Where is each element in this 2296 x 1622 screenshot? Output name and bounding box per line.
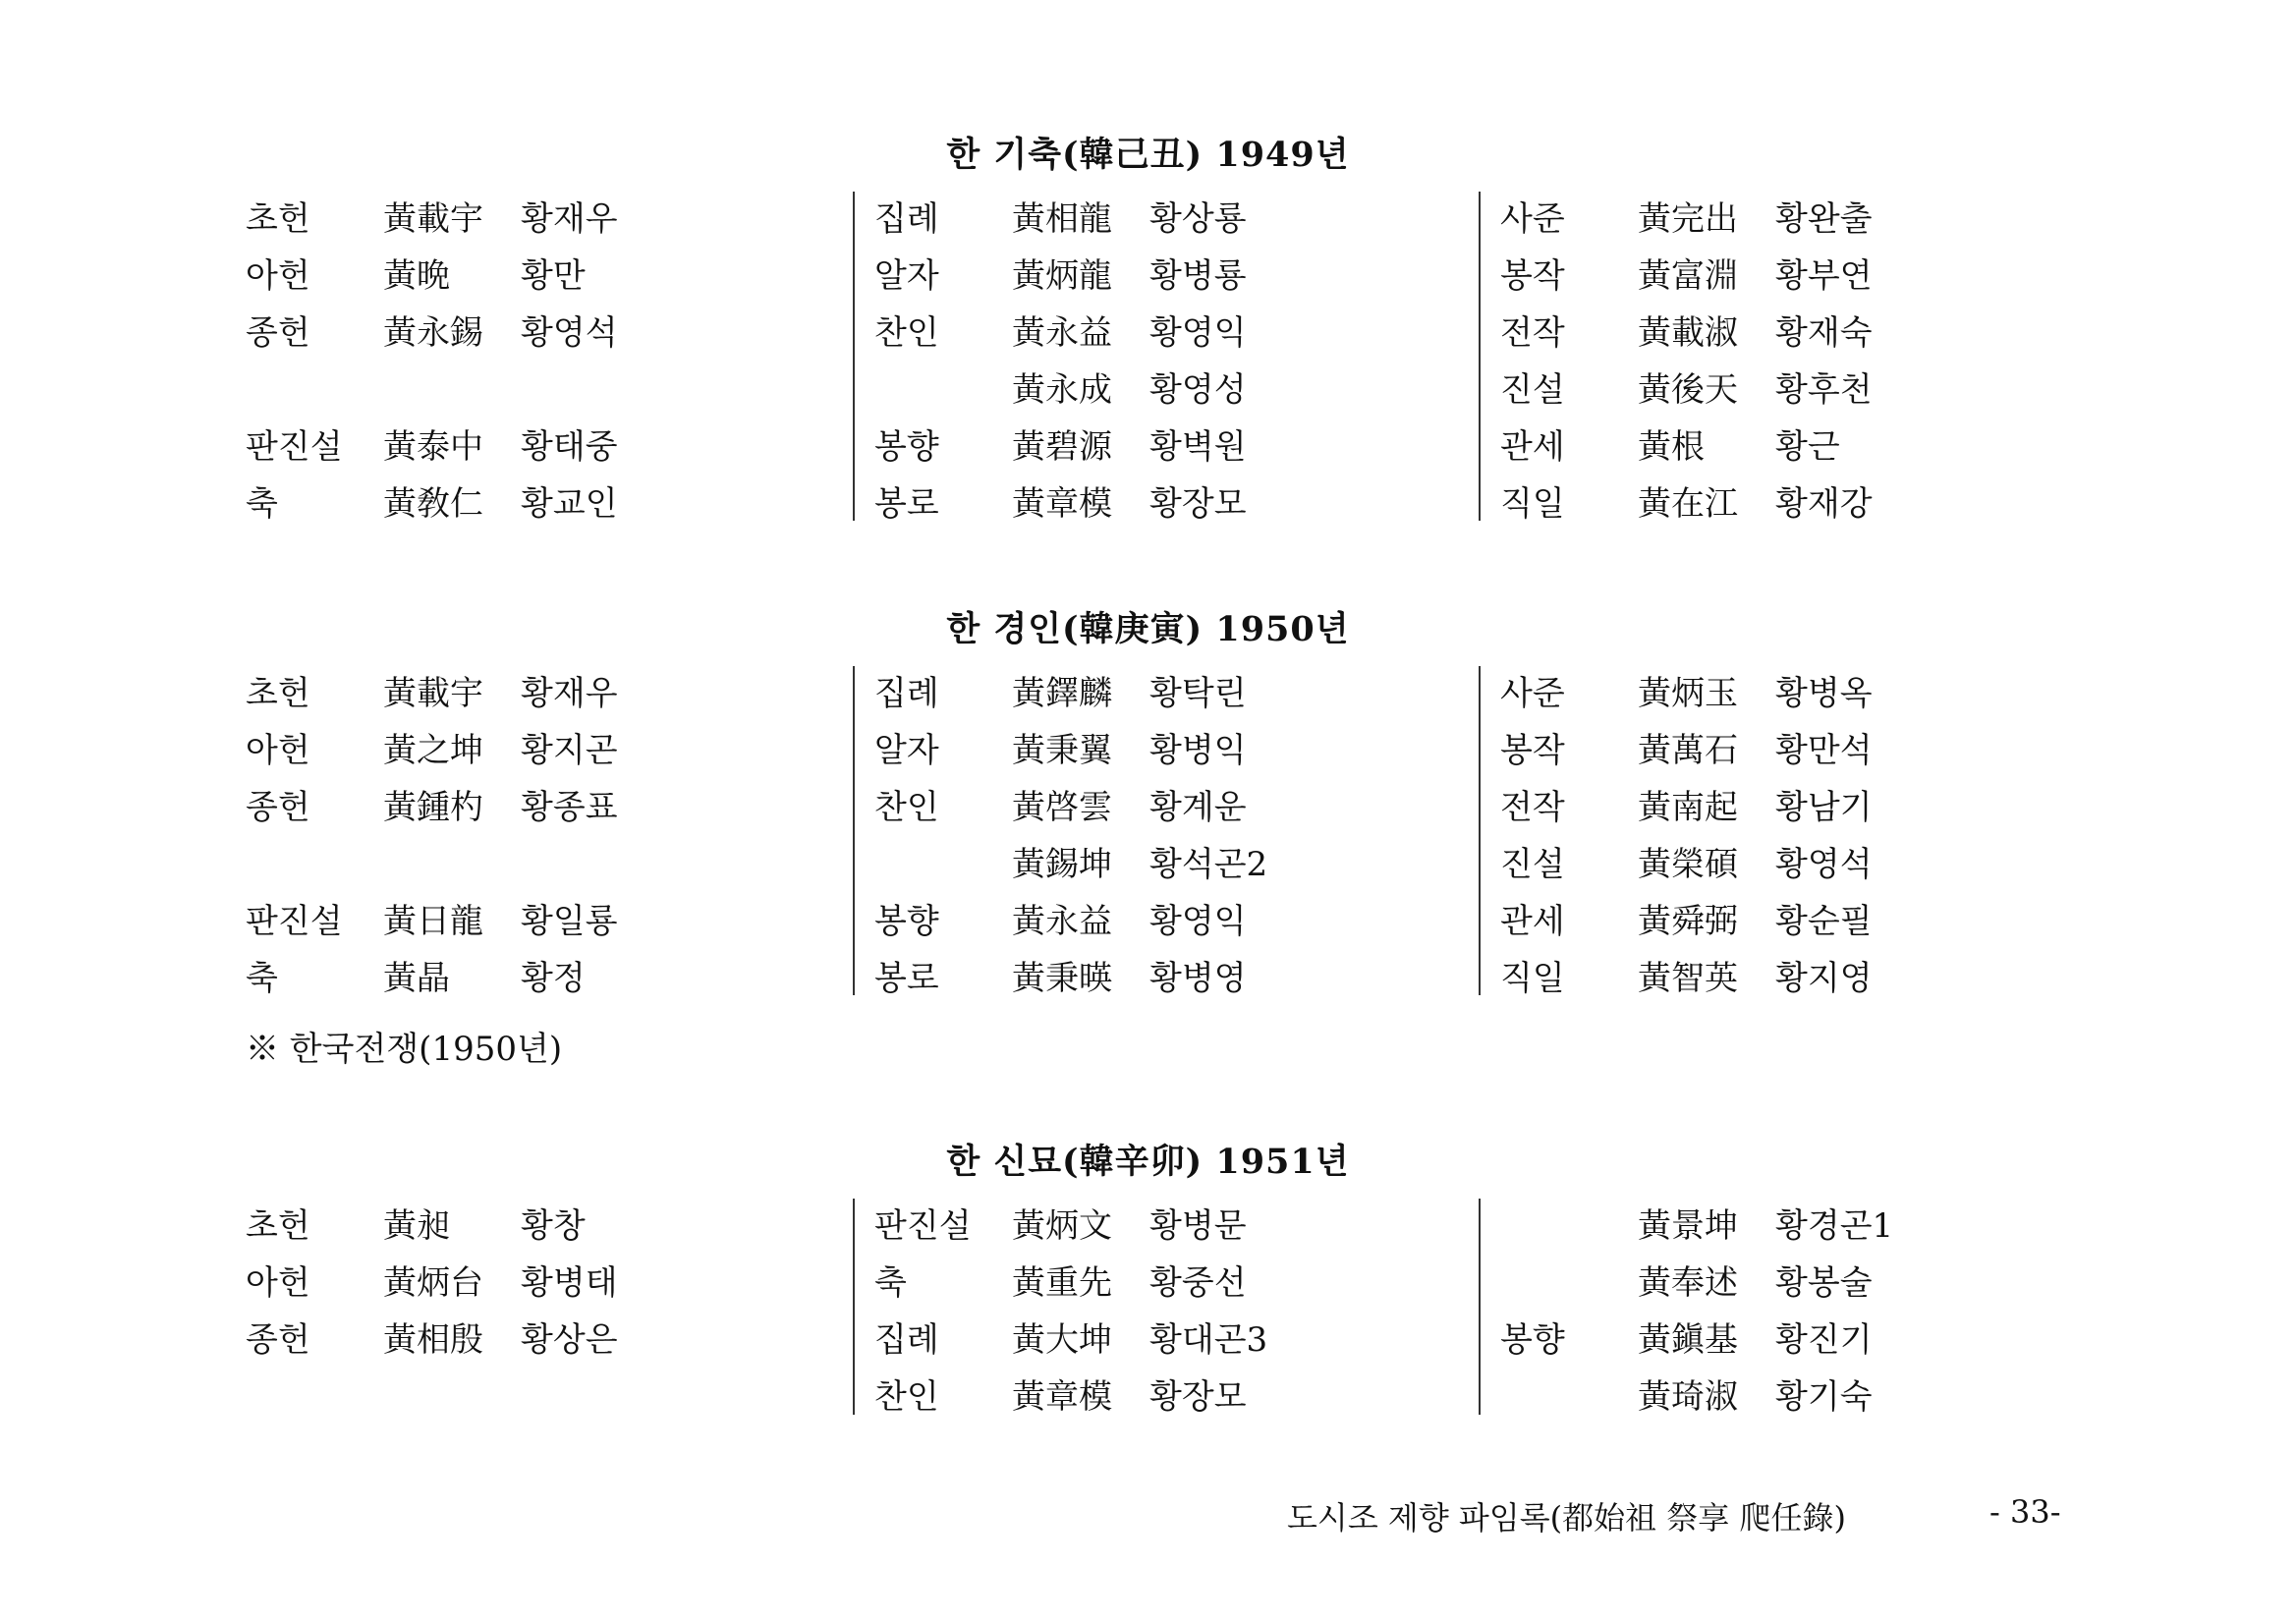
hangul-name: 황봉술 <box>1775 1263 1873 1303</box>
page-number: - 33- <box>1989 1493 2061 1531</box>
hangul-name: 황태중 <box>521 427 618 467</box>
hanja-name: 黃鎭基 <box>1638 1320 1738 1360</box>
hanja-name: 黃後天 <box>1638 370 1738 410</box>
role-label: 판진설 <box>246 902 343 941</box>
hangul-name: 황중선 <box>1149 1263 1247 1303</box>
hangul-name: 황대곤3 <box>1149 1320 1268 1360</box>
hangul-name: 황병태 <box>521 1263 618 1303</box>
hanja-name: 黃泰中 <box>383 427 483 467</box>
hangul-name: 황정 <box>521 959 586 998</box>
role-label: 봉로 <box>874 959 939 998</box>
hangul-name: 황진기 <box>1775 1320 1873 1360</box>
role-label: 봉향 <box>874 902 939 941</box>
hangul-name: 황병옥 <box>1775 674 1873 713</box>
hanja-name: 黃炳台 <box>383 1263 483 1303</box>
hanja-name: 黃萬石 <box>1638 731 1738 770</box>
hanja-name: 黃永益 <box>1012 902 1112 941</box>
hangul-name: 황만석 <box>1775 731 1873 770</box>
column-3 <box>1479 192 1873 524</box>
hangul-name: 황창 <box>521 1206 586 1246</box>
hanja-name: 黃永益 <box>1012 313 1112 353</box>
role-label: 봉작 <box>1500 731 1565 770</box>
role-label: 집례 <box>874 674 939 713</box>
hangul-name: 황영익 <box>1149 313 1247 353</box>
hanja-name: 黃之坤 <box>383 731 483 770</box>
role-label: 초헌 <box>246 199 310 239</box>
role-label: 종헌 <box>246 788 310 827</box>
hangul-name: 황탁린 <box>1149 674 1247 713</box>
hangul-name: 황근 <box>1775 427 1840 467</box>
hanja-name: 黃相龍 <box>1012 199 1112 239</box>
hanja-name: 黃完出 <box>1638 199 1738 239</box>
role-label: 사준 <box>1500 674 1565 713</box>
role-label: 축 <box>246 959 278 998</box>
hanja-name: 黃碧源 <box>1012 427 1112 467</box>
hanja-name: 黃在江 <box>1638 484 1738 524</box>
hanja-name: 黃晩 <box>383 256 450 296</box>
role-label: 관세 <box>1500 902 1565 941</box>
hanja-name: 黃富淵 <box>1638 256 1738 296</box>
hangul-name: 황남기 <box>1775 788 1873 827</box>
role-label: 집례 <box>874 199 939 239</box>
hanja-name: 黃敎仁 <box>383 484 483 524</box>
role-label: 진설 <box>1500 370 1565 410</box>
hangul-name: 황지영 <box>1775 959 1873 998</box>
role-label: 봉향 <box>874 427 939 467</box>
role-label: 사준 <box>1500 199 1565 239</box>
column-2 <box>853 1199 1268 1417</box>
hanja-name: 黃秉暎 <box>1012 959 1112 998</box>
hangul-name: 황재우 <box>521 199 618 239</box>
hanja-name: 黃晶 <box>383 959 450 998</box>
role-label: 전작 <box>1500 313 1565 353</box>
hangul-name: 황재우 <box>521 674 618 713</box>
hangul-name: 황재숙 <box>1775 313 1873 353</box>
hangul-name: 황기숙 <box>1775 1377 1873 1417</box>
hangul-name: 황완출 <box>1775 199 1873 239</box>
hangul-name: 황재강 <box>1775 484 1873 524</box>
hanja-name: 黃大坤 <box>1012 1320 1112 1360</box>
hanja-name: 黃永錫 <box>383 313 483 353</box>
role-label: 축 <box>874 1263 907 1303</box>
column-2 <box>853 192 1247 524</box>
hanja-name: 黃炳玉 <box>1638 674 1738 713</box>
role-label: 알자 <box>874 731 939 770</box>
hangul-name: 황후천 <box>1775 370 1873 410</box>
hangul-name: 황병익 <box>1149 731 1247 770</box>
hangul-name: 황상은 <box>521 1320 618 1360</box>
role-label: 아헌 <box>246 731 310 770</box>
hanja-name: 黃錫坤 <box>1012 845 1112 884</box>
column-3 <box>1479 666 1873 998</box>
hangul-name: 황만 <box>521 256 586 296</box>
hanja-name: 黃炳龍 <box>1012 256 1112 296</box>
hangul-name: 황영석 <box>521 313 618 353</box>
role-label: 직일 <box>1500 959 1565 998</box>
role-label: 초헌 <box>246 1206 310 1246</box>
hanja-name: 黃南起 <box>1638 788 1738 827</box>
hangul-name: 황병룡 <box>1149 256 1247 296</box>
page-footer <box>1287 1493 2061 1538</box>
hanja-name: 黃載宇 <box>383 199 483 239</box>
section-title: 한 경인(韓庚寅) 1950년 <box>946 609 1350 649</box>
role-label: 초헌 <box>246 674 310 713</box>
hangul-name: 황장모 <box>1149 484 1247 524</box>
hangul-name: 황벽원 <box>1149 427 1247 467</box>
footer-title: 도시조 제향 파임록(都始祖 祭享 爬任錄) <box>1287 1499 1846 1537</box>
section-title: 한 신묘(韓辛卯) 1951년 <box>946 1142 1350 1182</box>
hanja-name: 黃舜弼 <box>1638 902 1738 941</box>
hanja-name: 黃秉翼 <box>1012 731 1112 770</box>
hanja-name: 黃昶 <box>383 1206 450 1246</box>
role-label: 아헌 <box>246 256 310 296</box>
role-label: 찬인 <box>874 788 939 827</box>
hangul-name: 황지곤 <box>521 731 618 770</box>
hanja-name: 黃根 <box>1638 427 1705 467</box>
role-label: 봉로 <box>874 484 939 524</box>
hanja-name: 黃載淑 <box>1638 313 1738 353</box>
role-label: 봉작 <box>1500 256 1565 296</box>
hanja-name: 黃景坤 <box>1638 1206 1738 1246</box>
hanja-name: 黃相殷 <box>383 1320 483 1360</box>
hanja-name: 黃炳文 <box>1012 1206 1112 1246</box>
hangul-name: 황장모 <box>1149 1377 1247 1417</box>
role-label: 판진설 <box>246 427 343 467</box>
hangul-name: 황상룡 <box>1149 199 1247 239</box>
hanja-name: 黃智英 <box>1638 959 1738 998</box>
role-label: 판진설 <box>874 1206 972 1246</box>
hanja-name: 黃鐸麟 <box>1012 674 1112 713</box>
hanja-name: 黃重先 <box>1012 1263 1112 1303</box>
hanja-name: 黃榮碩 <box>1638 845 1738 884</box>
hanja-name: 黃奉述 <box>1638 1263 1738 1303</box>
hangul-name: 황병영 <box>1149 959 1247 998</box>
hangul-name: 황순필 <box>1775 902 1873 941</box>
hangul-name: 황영석 <box>1775 845 1873 884</box>
hanja-name: 黃日龍 <box>383 902 483 941</box>
role-label: 집례 <box>874 1320 939 1360</box>
role-label: 찬인 <box>874 1377 939 1417</box>
role-label: 축 <box>246 484 278 524</box>
role-label: 찬인 <box>874 313 939 353</box>
column-3 <box>1479 1199 1894 1417</box>
hangul-name: 황영익 <box>1149 902 1247 941</box>
hangul-name: 황석곤2 <box>1149 845 1268 884</box>
role-label: 알자 <box>874 256 939 296</box>
hanja-name: 黃永成 <box>1012 370 1112 410</box>
role-label: 봉향 <box>1500 1320 1565 1360</box>
role-label: 전작 <box>1500 788 1565 827</box>
role-label: 관세 <box>1500 427 1565 467</box>
hangul-name: 황계운 <box>1149 788 1247 827</box>
role-label: 종헌 <box>246 1320 310 1360</box>
hanja-name: 黃琦淑 <box>1638 1377 1738 1417</box>
role-label: 아헌 <box>246 1263 310 1303</box>
hanja-name: 黃鍾杓 <box>383 788 483 827</box>
hangul-name: 황병문 <box>1149 1206 1247 1246</box>
hangul-name: 황교인 <box>521 484 618 524</box>
hangul-name: 황경곤1 <box>1775 1206 1894 1246</box>
hanja-name: 黃章模 <box>1012 1377 1112 1417</box>
role-label: 진설 <box>1500 845 1565 884</box>
hanja-name: 黃載宇 <box>383 674 483 713</box>
hangul-name: 황부연 <box>1775 256 1873 296</box>
section-note: ※ 한국전쟁(1950년) <box>246 1030 563 1069</box>
hangul-name: 황종표 <box>521 788 618 827</box>
hangul-name: 황일룡 <box>521 902 618 941</box>
hanja-name: 黃啓雲 <box>1012 788 1112 827</box>
section-title: 한 기축(韓己丑) 1949년 <box>946 135 1350 175</box>
hangul-name: 황영성 <box>1149 370 1247 410</box>
hanja-name: 黃章模 <box>1012 484 1112 524</box>
role-label: 종헌 <box>246 313 310 353</box>
role-label: 직일 <box>1500 484 1565 524</box>
column-2 <box>853 666 1268 998</box>
